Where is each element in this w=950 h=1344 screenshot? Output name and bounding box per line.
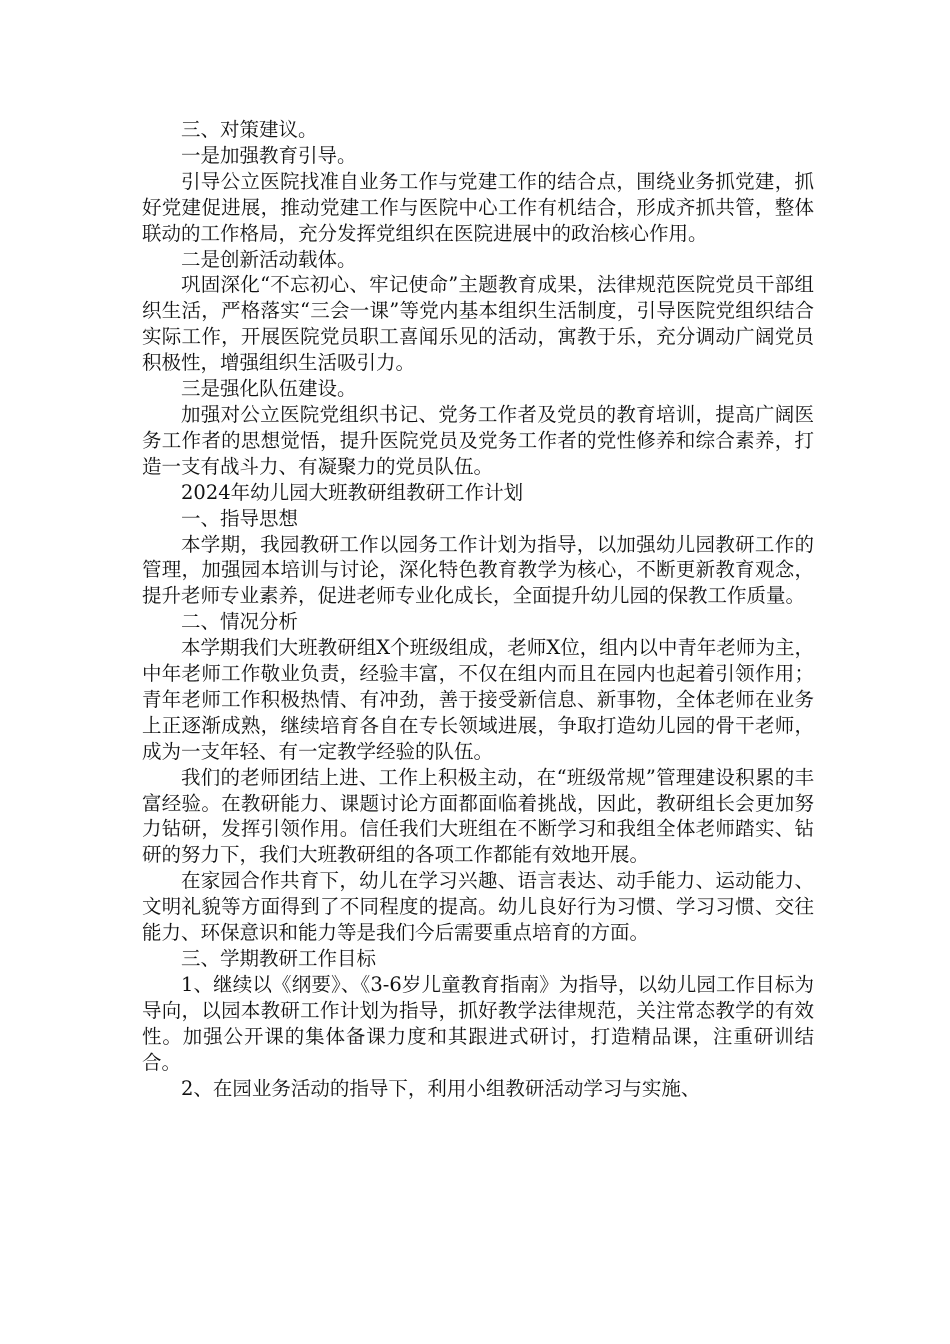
section-heading: 二、情况分析 [181,610,299,634]
body-paragraph: 在家园合作共育下，幼儿在学习兴趣、语言表达、动手能力、运动能力、文明礼貌等方面得到了不同程度的提高。幼儿良好行为习惯、学习习惯、交往能力、环保意识和能力等是我们今后需要重点培育的方面。 [142,869,814,945]
section-heading: 三、学期教研工作目标 [181,947,377,970]
body-paragraph: 本学期我们大班教研组X个班级组成，老师X位，组内以中青年老师为主，中年老师工作敬业负责，经验丰富，不仅在组内而且在园内也起着引领作用；青年老师工作积极热情、有冲劲，善于接受新信息、新事物，全体老师在业务上正逐渐成熟，继续培育各自在专长领域进展，争取打造幼儿园的骨干老师，成为一支年轻、有一定教学经验的队伍。 [142,636,814,763]
document-title: 2024年幼儿园大班教研组教研工作计划 [181,480,524,504]
body-paragraph: 2、在园业务活动的指导下，利用小组教研活动学习与实施、 [181,1076,701,1100]
body-paragraph: 巩固深化“不忘初心、牢记使命”主题教育成果，法律规范医院党员干部组织生活，严格落实“三会一课”等党内基本组织生活制度，引导医院党组织结合实际工作，开展医院党员职工喜闻乐见的活动，寓教于乐，充分调动广阔党员积极性，增强组织生活吸引力。 [142,273,814,375]
subsection-heading: 三是强化队伍建设。 [181,377,357,401]
body-paragraph: 加强对公立医院党组织书记、党务工作者及党员的教育培训，提高广阔医务工作者的思想觉悟，提升医院党员及党务工作者的党性修养和综合素养，打造一支有战斗力、有凝聚力的党员队伍。 [142,402,814,478]
document-body [142,117,814,1101]
body-paragraph: 我们的老师团结上进、工作上积极主动，在“班级常规”管理建设积累的丰富经验。在教研能力、课题讨论方面都面临着挑战，因此，教研组长会更加努力钻研，发挥引领作用。信任我们大班组在不断学习和我组全体老师踏实、钻研的努力下，我们大班教研组的各项工作都能有效地开展。 [142,765,814,867]
subsection-heading: 一是加强教育引导。 [181,143,357,167]
body-paragraph: 本学期，我园教研工作以园务工作计划为指导，以加强幼儿园教研工作的管理，加强园本培训与讨论，深化特色教育教学为核心，不断更新教育观念，提升老师专业素养，促进老师专业化成长，全面提升幼儿园的保教工作质量。 [142,532,814,608]
section-heading: 三、对策建议。 [181,118,318,141]
subsection-heading: 二是创新活动载体。 [181,247,357,271]
body-paragraph: 1、继续以《纲要》、《3-6岁儿童教育指南》为指导，以幼儿园工作目标为导向，以园本教研工作计划为指导，抓好教学法律规范，关注常态教学的有效性。加强公开课的集体备课力度和其跟进式研讨，打造精品课，注重研训结合。 [142,972,814,1074]
body-paragraph: 引导公立医院找准自业务工作与党建工作的结合点，围绕业务抓党建，抓好党建促进展，推动党建工作与医院中心工作有机结合，形成齐抓共管，整体联动的工作格局，充分发挥党组织在医院进展中的政治核心作用。 [142,169,814,245]
section-heading: 一、指导思想 [181,506,299,530]
